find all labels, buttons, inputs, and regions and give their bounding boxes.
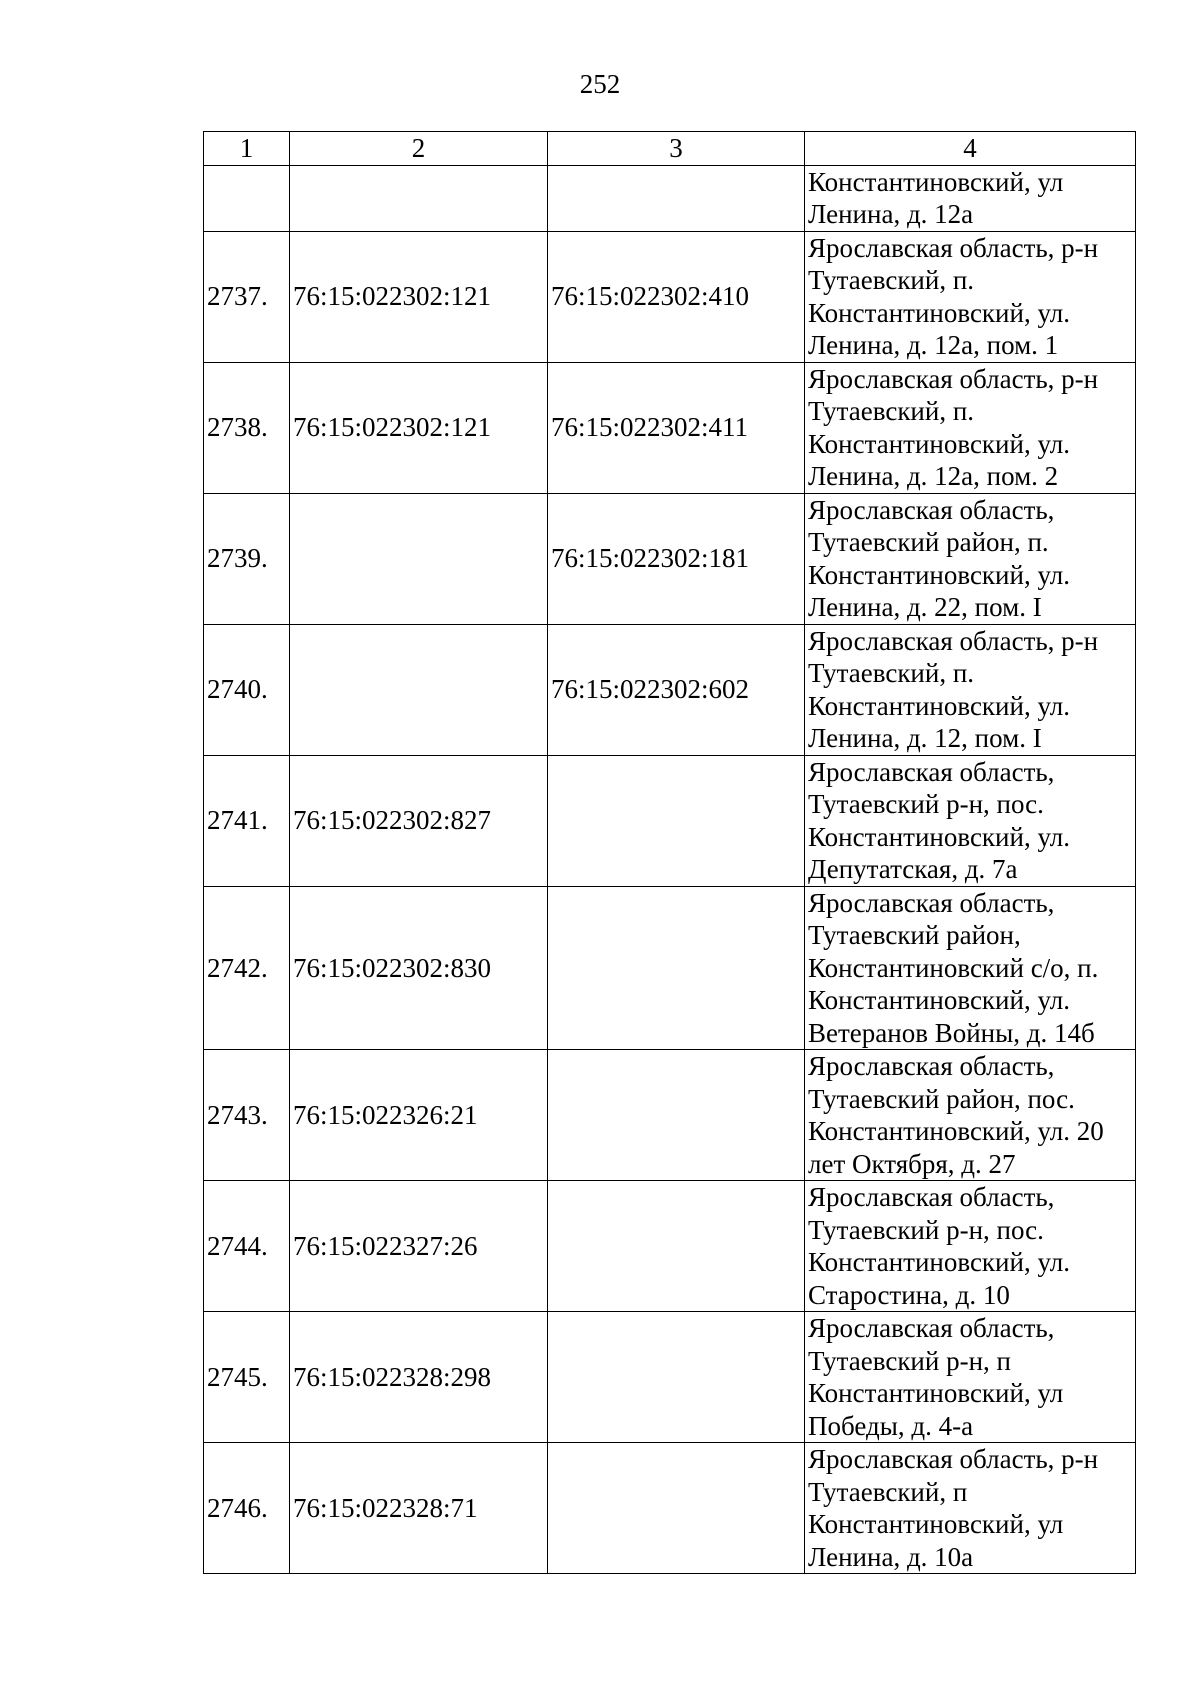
address-line: Тутаевский, п <box>808 1476 968 1507</box>
object-cadastral-number-cell: 76:15:022302:602 <box>548 624 805 755</box>
address-line: Константиновский, ул <box>808 166 1064 197</box>
address-line: Константиновский, ул. <box>808 428 1070 459</box>
column-header: 2 <box>290 132 548 166</box>
row-number-cell: 2745. <box>204 1312 290 1443</box>
address-line: Тутаевский, п. <box>808 658 975 688</box>
address-line: Тутаевский, п. <box>808 396 975 426</box>
table-row <box>204 165 1136 231</box>
address-line: Тутаевский р-н, п <box>808 1345 1011 1376</box>
table-row <box>204 624 1136 755</box>
row-number-cell: 2738. <box>204 362 290 493</box>
cadastral-number-cell: 76:15:022327:26 <box>290 1181 548 1312</box>
page-number: 252 <box>579 69 621 99</box>
address-line: Константиновский с/о, п. <box>808 952 1099 983</box>
address-line: Константиновский, ул. <box>808 297 1070 328</box>
address-line: Константиновский, ул. <box>808 559 1070 590</box>
cadastral-number-cell <box>290 624 548 755</box>
address-line: Депутатская, д. 7а <box>808 854 1018 884</box>
address-line: Ленина, д. 12а, пом. 1 <box>808 330 1059 360</box>
address-line: Ярославская область, р-н <box>808 232 1099 263</box>
address-line: Ярославская область, <box>808 887 1055 918</box>
row-number-cell: 2741. <box>204 755 290 886</box>
row-number-cell: 2744. <box>204 1181 290 1312</box>
address-line: Тутаевский р-н, пос. <box>808 1214 1044 1245</box>
column-header: 4 <box>805 132 1136 166</box>
address-line: Ленина, д. 10а <box>808 1541 974 1572</box>
address-line: лет Октября, д. 27 <box>808 1148 1016 1179</box>
address-line: Ярославская область, р-н <box>808 363 1099 394</box>
address-line: Тутаевский, п. <box>808 265 975 295</box>
object-cadastral-number-cell: 76:15:022302:410 <box>548 231 805 362</box>
column-header: 3 <box>548 132 805 166</box>
column-header: 1 <box>204 132 290 166</box>
row-number-cell <box>204 165 290 231</box>
address-line: Константиновский, ул. <box>808 1247 1070 1277</box>
address-line: Ленина, д. 12, пом. I <box>808 723 1042 753</box>
address-cell <box>805 231 1136 362</box>
address-line: Ярославская область, <box>808 1051 1055 1081</box>
address-line: Константиновский, ул. <box>808 821 1070 852</box>
address-cell <box>805 1181 1136 1312</box>
address-cell <box>805 1443 1136 1574</box>
address-cell <box>805 1312 1136 1443</box>
table-header-row <box>204 132 1136 166</box>
object-cadastral-number-cell <box>548 886 805 1050</box>
address-line: Ярославская область, <box>808 1182 1055 1212</box>
address-line: Ленина, д. 12а <box>808 199 974 229</box>
object-cadastral-number-cell <box>548 165 805 231</box>
table-row <box>204 362 1136 493</box>
cadastral-number-cell: 76:15:022328:298 <box>290 1312 548 1443</box>
cadastral-number-cell <box>290 165 548 231</box>
address-line: Старостина, д. 10 <box>808 1279 1010 1310</box>
address-cell <box>805 362 1136 493</box>
address-cell <box>805 165 1136 231</box>
cadastral-number-cell: 76:15:022302:121 <box>290 362 548 493</box>
object-cadastral-number-cell <box>548 1181 805 1312</box>
table-row <box>204 231 1136 362</box>
row-number-cell: 2740. <box>204 624 290 755</box>
object-cadastral-number-cell <box>548 1050 805 1181</box>
address-line: Ярославская область, р-н <box>808 1444 1099 1474</box>
address-line: Ленина, д. 22, пом. I <box>808 592 1042 622</box>
registry-table <box>203 131 1136 1574</box>
cadastral-number-cell: 76:15:022302:830 <box>290 886 548 1050</box>
table-row <box>204 1443 1136 1574</box>
object-cadastral-number-cell: 76:15:022302:181 <box>548 493 805 624</box>
address-cell <box>805 624 1136 755</box>
address-line: Ветеранов Войны, д. 14б <box>808 1017 1095 1048</box>
row-number-cell: 2737. <box>204 231 290 362</box>
address-line: Константиновский, ул. <box>808 690 1070 721</box>
address-line: Ярославская область, <box>808 756 1055 787</box>
address-cell <box>805 493 1136 624</box>
table-row <box>204 1181 1136 1312</box>
address-line: Тутаевский район, п. <box>808 527 1049 557</box>
address-line: Тутаевский район, пос. <box>808 1083 1075 1114</box>
cadastral-number-cell <box>290 493 548 624</box>
address-cell <box>805 886 1136 1050</box>
address-line: Константиновский, ул <box>808 1378 1064 1408</box>
address-line: Ярославская область, <box>808 494 1055 525</box>
table-row <box>204 1050 1136 1181</box>
address-cell <box>805 1050 1136 1181</box>
table-row <box>204 755 1136 886</box>
cadastral-number-cell: 76:15:022326:21 <box>290 1050 548 1181</box>
address-line: Ярославская область, <box>808 1313 1055 1343</box>
object-cadastral-number-cell: 76:15:022302:411 <box>548 362 805 493</box>
address-line: Ярославская область, р-н <box>808 625 1099 656</box>
row-number-cell: 2742. <box>204 886 290 1050</box>
object-cadastral-number-cell <box>548 1312 805 1443</box>
row-number-cell: 2746. <box>204 1443 290 1574</box>
table-row <box>204 886 1136 1050</box>
table-row <box>204 493 1136 624</box>
cadastral-number-cell: 76:15:022302:827 <box>290 755 548 886</box>
row-number-cell: 2739. <box>204 493 290 624</box>
address-line: Тутаевский р-н, пос. <box>808 789 1044 819</box>
address-line: Константиновский, ул. 20 <box>808 1116 1104 1146</box>
address-line: Победы, д. 4-а <box>808 1410 974 1441</box>
address-line: Константиновский, ул. <box>808 985 1070 1015</box>
cadastral-number-cell: 76:15:022328:71 <box>290 1443 548 1574</box>
address-cell <box>805 755 1136 886</box>
address-line: Тутаевский район, <box>808 920 1021 950</box>
address-line: Константиновский, ул <box>808 1509 1064 1539</box>
address-line: Ленина, д. 12а, пом. 2 <box>808 461 1059 491</box>
table-row <box>204 1312 1136 1443</box>
cadastral-number-cell: 76:15:022302:121 <box>290 231 548 362</box>
row-number-cell: 2743. <box>204 1050 290 1181</box>
object-cadastral-number-cell <box>548 1443 805 1574</box>
object-cadastral-number-cell <box>548 755 805 886</box>
